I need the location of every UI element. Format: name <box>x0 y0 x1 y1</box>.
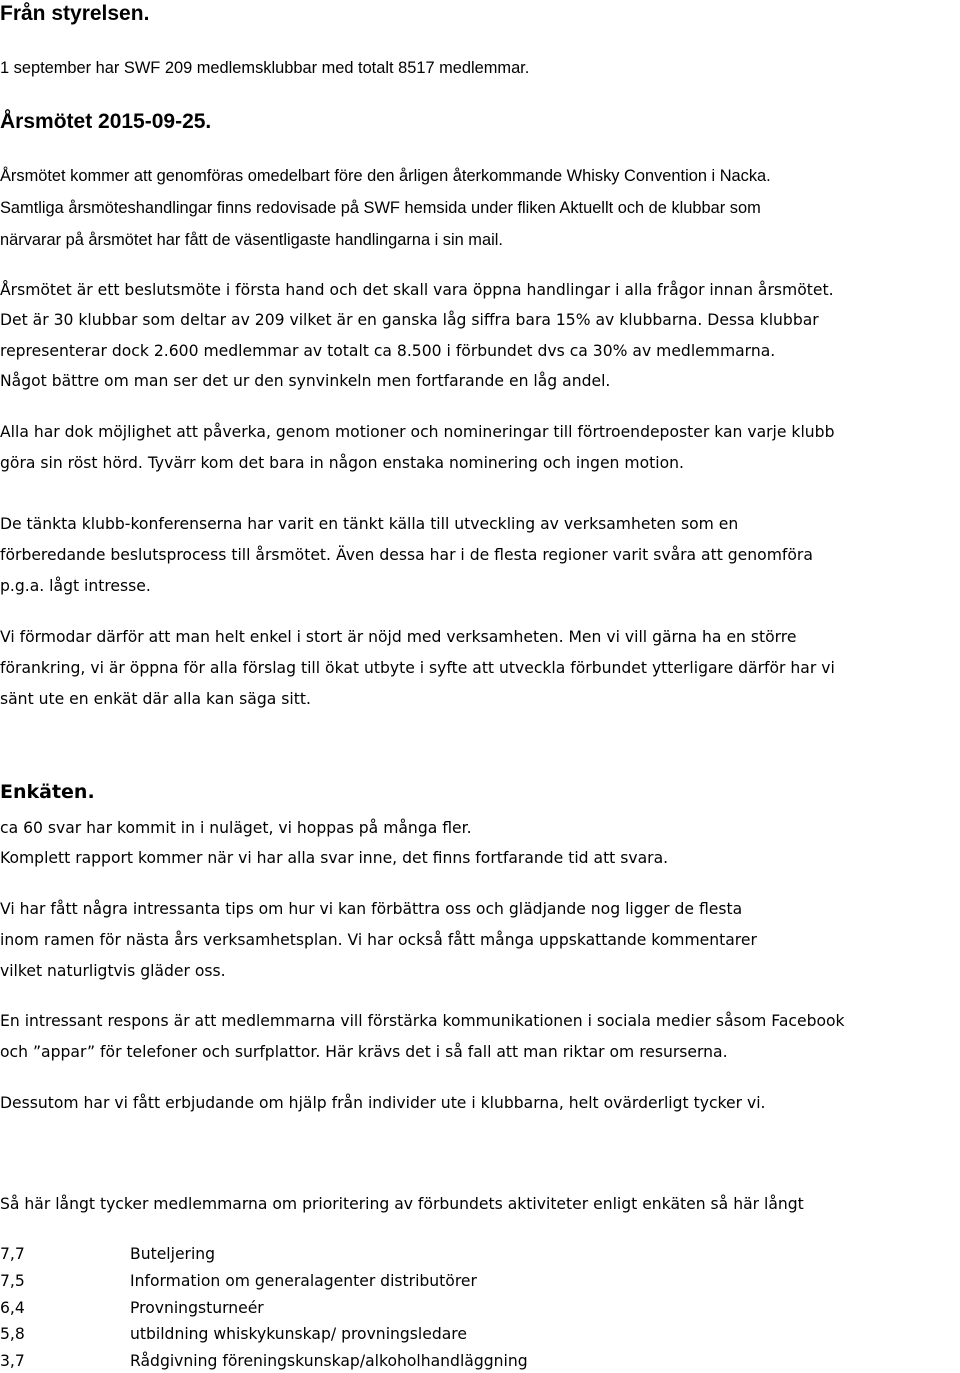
priority-score: 6,4 <box>0 1299 25 1317</box>
heading-arsmotet: Årsmötet 2015-09-25. <box>0 110 212 133</box>
paragraph-line: Årsmötet kommer att genomföras omedelbart före den årligen återkommande Whisky Convention i Nacka. <box>0 167 771 185</box>
priority-score: 7,7 <box>0 1245 25 1263</box>
paragraph-line: sänt ute en enkät där alla kan säga sitt. <box>0 690 311 708</box>
priority-label: utbildning whiskykunskap/ provningsledare <box>130 1325 467 1343</box>
priority-label: Buteljering <box>130 1245 216 1263</box>
paragraph-line: inom ramen för nästa års verksamhetsplan. Vi har också fått många uppskattande kommentarer <box>0 931 757 949</box>
paragraph-line: Det är 30 klubbar som deltar av 209 vilket är en ganska låg siffra bara 15% av klubbarna. Dessa klubbar <box>0 311 819 329</box>
paragraph-line: Komplett rapport kommer när vi har alla svar inne, det finns fortfarande tid att svara. <box>0 849 669 867</box>
paragraph-line: En intressant respons är att medlemmarna vill förstärka kommunikationen i sociala medier såsom Facebook <box>0 1012 845 1030</box>
priority-intro: Så här långt tycker medlemmarna om prioritering av förbundets aktiviteter enligt enkäten så här långt <box>0 1195 804 1213</box>
paragraph-line: förberedande beslutsprocess till årsmötet. Även dessa har i de flesta regioner varit svåra att genomföra <box>0 546 813 564</box>
paragraph-line: ca 60 svar har kommit in i nuläget, vi hoppas på många fler. <box>0 819 472 837</box>
paragraph-line: och ”appar” för telefoner och surfplattor. Här krävs det i så fall att man riktar om resurserna. <box>0 1043 728 1061</box>
priority-label: Provningsturneér <box>130 1299 264 1317</box>
heading-enkaten: Enkäten. <box>0 781 95 803</box>
priority-score: 5,8 <box>0 1325 25 1343</box>
priority-item <box>0 1296 700 1320</box>
paragraph-line: Årsmötet är ett beslutsmöte i första hand och det skall vara öppna handlingar i alla frågor innan årsmötet. <box>0 281 834 299</box>
paragraph-line: förankring, vi är öppna för alla förslag till ökat utbyte i syfte att utveckla förbundet ytterligare därför har vi <box>0 659 835 677</box>
paragraph-line: Dessutom har vi fått erbjudande om hjälp från individer ute i klubbarna, helt ovärderligt tycker vi. <box>0 1094 766 1112</box>
priority-label: Rådgivning föreningskunskap/alkoholhandläggning <box>130 1352 528 1370</box>
priority-label: Information om generalagenter distributörer <box>130 1272 477 1290</box>
paragraph-line: p.g.a. lågt intresse. <box>0 577 151 595</box>
priority-score: 3,7 <box>0 1352 25 1370</box>
paragraph-line: De tänkta klubb-konferenserna har varit en tänkt källa till utveckling av verksamheten som en <box>0 515 739 533</box>
priority-score: 7,5 <box>0 1272 25 1290</box>
paragraph-line: representerar dock 2.600 medlemmar av totalt ca 8.500 i förbundet dvs ca 30% av medlemmarna. <box>0 342 776 360</box>
paragraph-line: Alla har dok möjlighet att påverka, genom motioner och nomineringar till förtroendeposter kan varje klubb <box>0 423 835 441</box>
paragraph-line: närvarar på årsmötet har fått de väsentligaste handlingarna i sin mail. <box>0 231 503 249</box>
paragraph-line: Vi har fått några intressanta tips om hur vi kan förbättra oss och glädjande nog ligger de flesta <box>0 900 743 918</box>
paragraph-line: Samtliga årsmöteshandlingar finns redovisade på SWF hemsida under fliken Aktuellt och de klubbar som <box>0 199 761 217</box>
priority-item <box>0 1322 700 1346</box>
priority-item <box>0 1242 700 1266</box>
member-count-line: 1 september har SWF 209 medlemsklubbar med totalt 8517 medlemmar. <box>0 59 530 77</box>
heading-fran-styrelsen: Från styrelsen. <box>0 2 150 25</box>
paragraph-line: Något bättre om man ser det ur den synvinkeln men fortfarande en låg andel. <box>0 372 611 390</box>
paragraph-line: Vi förmodar därför att man helt enkel i stort är nöjd med verksamheten. Men vi vill gärna ha en större <box>0 628 797 646</box>
priority-item <box>0 1269 700 1293</box>
priority-item <box>0 1349 700 1373</box>
paragraph-line: vilket naturligtvis gläder oss. <box>0 962 226 980</box>
paragraph-line: göra sin röst hörd. Tyvärr kom det bara in någon enstaka nominering och ingen motion. <box>0 454 684 472</box>
